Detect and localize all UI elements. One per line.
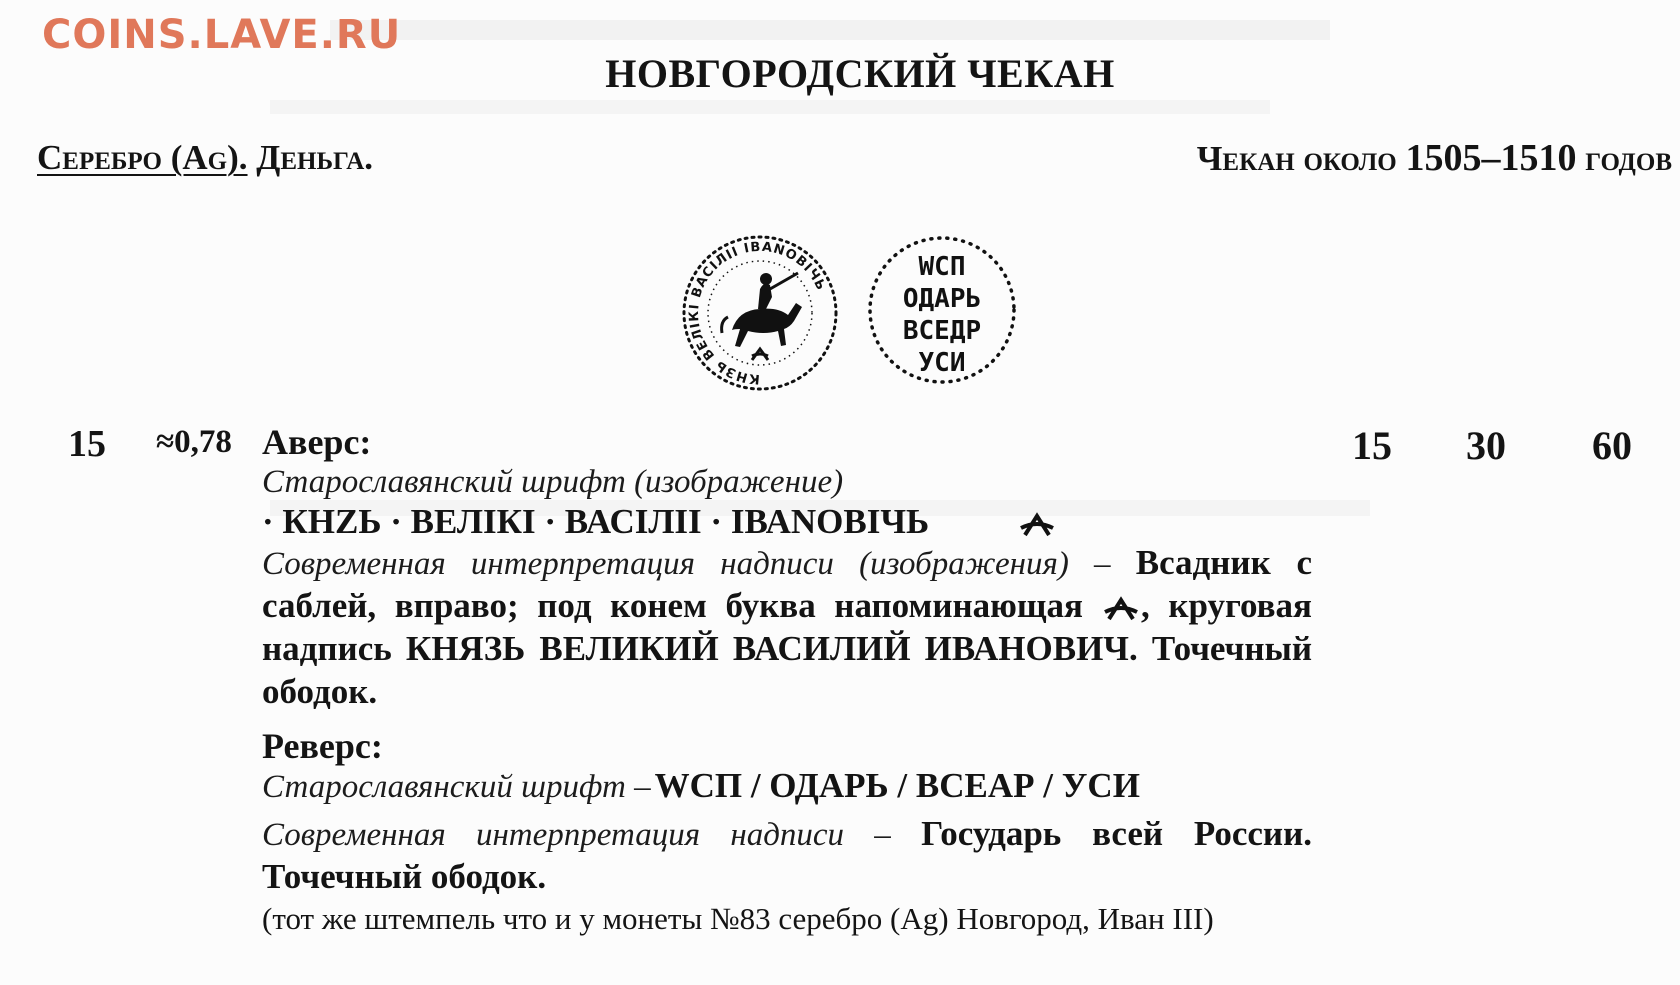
coin-obverse-drawing <box>684 237 836 389</box>
site-watermark: COINS.LAVE.RU <box>42 12 402 58</box>
page-title: НОВГОРОДСКИЙ ЧЕКАН <box>605 51 1115 96</box>
old-letter-glyph-icon <box>1017 511 1057 539</box>
minting-prefix: Чекан около <box>1196 139 1397 178</box>
obverse-modern-label: Современная интерпретация надписи (изображения) – <box>262 546 1111 582</box>
reverse-old-legend: WСП / ОДАРЬ / ВСЕАР / УСИ <box>654 766 1140 805</box>
reverse-heading: Реверс: <box>262 726 383 766</box>
reverse-old-font-label: Старославянский шрифт – <box>262 769 651 805</box>
reverse-section <box>262 726 1312 939</box>
obverse-modern-text-2: , круговая надпись КНЯЗЬ ВЕЛИКИЙ ВАСИЛИЙ ИВАНОВИЧ. Точечный ободок. <box>262 586 1312 711</box>
coin-reverse-line: ВСЕДР <box>902 316 982 346</box>
denomination-label: Деньга. <box>256 138 373 177</box>
minting-period <box>1197 136 1672 180</box>
coin-obverse-legend: КНЗЬ ВЕЛІКІ ВАСІЛІІ ІВАNОВІЧЬ <box>686 239 829 387</box>
reverse-note: (тот же штемпель что и у монеты №83 серебро (Ag) Новгород, Иван III) <box>262 901 1214 936</box>
coin-illustration <box>680 225 1040 400</box>
coin-weight: ≈0,78 <box>156 424 232 460</box>
reverse-modern-label: Современная интерпретация надписи – <box>262 817 891 853</box>
coin-reverse-line: УСИ <box>918 348 966 378</box>
obverse-modern-interpretation <box>262 542 1312 714</box>
price-value: 30 <box>1466 423 1506 468</box>
metal-denomination <box>37 138 373 178</box>
reverse-modern-text: Государь всей России. Точечный ободок. <box>262 814 1312 896</box>
obverse-old-legend-text: · КНZЬ · ВЕЛІКІ · ВАСІЛІІ · ІВАNОВІЧЬ <box>262 502 930 541</box>
obverse-old-legend <box>262 502 1312 542</box>
price-value: 15 <box>1352 423 1392 468</box>
coin-reverse-drawing <box>870 238 1014 382</box>
obverse-heading: Аверс: <box>262 422 372 462</box>
old-letter-glyph-icon <box>1101 595 1141 623</box>
metal-label: Серебро (Ag). <box>37 138 248 177</box>
coin-description <box>262 422 1312 939</box>
reverse-old-font <box>262 766 1312 813</box>
minting-years: 1505–1510 <box>1405 137 1577 179</box>
obverse-old-font-label: Старославянский шрифт (изображение) <box>262 464 844 500</box>
obverse-modern-text-1: Всадник с саблей, вправо; под конем буква напоминающая <box>262 543 1312 625</box>
reverse-modern-interpretation <box>262 813 1312 899</box>
price-value: 60 <box>1592 423 1632 468</box>
bleed-through-decoration <box>330 20 1330 40</box>
bleed-through-decoration <box>270 100 1270 114</box>
coin-reverse-line: WСП <box>918 252 966 282</box>
coin-reverse-line: ОДАРЬ <box>902 284 982 314</box>
catalog-number: 15 <box>68 423 106 465</box>
minting-suffix: годов <box>1585 139 1672 178</box>
